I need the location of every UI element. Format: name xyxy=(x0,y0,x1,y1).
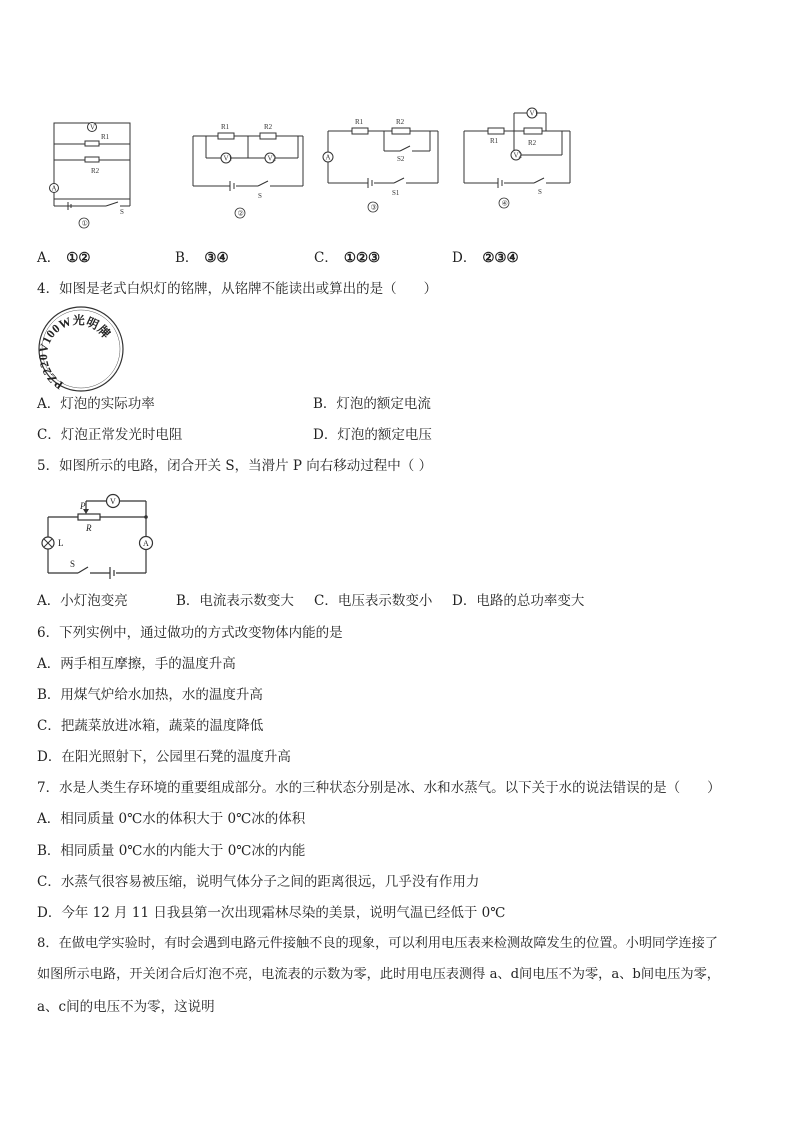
q5-option-a: A．小灯泡变亮 xyxy=(37,593,128,609)
q3-option-c: C． ①②③ xyxy=(314,250,381,266)
svg-text:V: V xyxy=(110,497,116,506)
q3-option-b: B． ③④ xyxy=(175,250,229,266)
q4-option-d: D．灯泡的额定电压 xyxy=(313,427,432,443)
svg-text:V1: V1 xyxy=(223,154,233,163)
svg-text:S1: S1 xyxy=(392,189,400,197)
figure-number-4: ④ xyxy=(501,199,508,208)
slider-circuit-figure xyxy=(36,487,160,579)
q6-option-a: A．两手相互摩擦，手的温度升高 xyxy=(37,656,236,672)
q5-option-b: B．电流表示数变大 xyxy=(176,593,294,609)
svg-text:L: L xyxy=(58,538,64,548)
svg-text:S: S xyxy=(120,208,124,216)
q4-option-c: C．灯泡正常发光时电阻 xyxy=(37,427,183,443)
circuit-figure-3 xyxy=(322,113,444,217)
q6-option-b: B．用煤气炉给水加热，水的温度升高 xyxy=(37,687,263,703)
svg-text:S: S xyxy=(70,559,76,569)
q3-option-a: A． ①② xyxy=(37,250,91,266)
q6-stem: 6．下列实例中，通过做功的方式改变物体内能的是 xyxy=(37,625,343,641)
q6-option-d: D．在阳光照射下，公园里石凳的温度升高 xyxy=(37,749,291,765)
svg-text:R2: R2 xyxy=(91,167,100,175)
q5-stem: 5．如图所示的电路，闭合开关 S，当滑片 P 向右移动过程中（ ） xyxy=(37,458,433,474)
svg-text:V2: V2 xyxy=(267,154,277,163)
svg-text:R2: R2 xyxy=(264,123,273,131)
svg-text:R1: R1 xyxy=(101,133,110,141)
figure-number-2: ② xyxy=(237,209,244,218)
svg-text:R1: R1 xyxy=(490,137,499,145)
q7-stem: 7．水是人类生存环境的重要组成部分。水的三种状态分别是冰、水和水蒸气。以下关于水的说法错误的是（ ） xyxy=(37,780,721,796)
circuit-figure-1 xyxy=(40,118,140,236)
svg-text:R2: R2 xyxy=(528,139,537,147)
q7-option-d: D．今年 12 月 11 日我县第一次出现霜林尽染的美景，说明气温已经低于 0℃ xyxy=(37,905,506,921)
svg-text:R: R xyxy=(86,523,92,533)
q4-option-b: B．灯泡的额定电流 xyxy=(313,396,431,412)
svg-text:A: A xyxy=(143,539,149,548)
nameplate-figure xyxy=(36,305,126,393)
q4-stem: 4．如图是老式白炽灯的铭牌，从铭牌不能读出或算出的是（ ） xyxy=(37,281,438,297)
q8-stem-line-1: 8．在做电学实验时，有时会遇到电路元件接触不良的现象，可以利用电压表来检测故障发生的位置。小明同学连接了 xyxy=(37,936,718,951)
figure-number-1: ① xyxy=(81,219,88,228)
q5-option-c: C．电压表示数变小 xyxy=(314,593,433,609)
q7-option-a: A．相同质量 0℃水的体积大于 0℃冰的体积 xyxy=(37,811,306,827)
svg-text:V2: V2 xyxy=(513,151,523,160)
svg-text:S: S xyxy=(538,188,542,196)
svg-text:V: V xyxy=(90,123,96,132)
figure-number-3: ③ xyxy=(370,203,377,212)
svg-text:S: S xyxy=(258,192,262,200)
svg-text:R1: R1 xyxy=(221,123,230,131)
q4-option-a: A．灯泡的实际功率 xyxy=(37,396,155,412)
q6-option-c: C．把蔬菜放进冰箱，蔬菜的温度降低 xyxy=(37,718,264,734)
q8-stem-line-3: a、c间的电压不为零，这说明 xyxy=(37,999,215,1015)
q3-option-d: D． ②③④ xyxy=(452,250,519,266)
svg-text:R2: R2 xyxy=(396,118,405,126)
q7-option-b: B．相同质量 0℃水的内能大于 0℃冰的内能 xyxy=(37,843,306,859)
svg-text:V1: V1 xyxy=(529,109,539,118)
q7-option-c: C．水蒸气很容易被压缩，说明气体分子之间的距离很远，几乎没有作用力 xyxy=(37,874,480,890)
nameplate-text: PZ220V100W光明牌 xyxy=(36,313,114,393)
q5-option-d: D．电路的总功率变大 xyxy=(452,593,585,609)
q8-stem-line-2: 如图所示电路，开关闭合后灯泡不亮，电流表的示数为零，此时用电压表测得 a、d间电压不为零，a、b间电压为零， xyxy=(37,967,720,982)
svg-text:P: P xyxy=(80,501,86,511)
svg-text:S2: S2 xyxy=(397,155,405,163)
circuit-figure-4 xyxy=(458,103,578,209)
circuit-figure-2 xyxy=(188,118,308,222)
svg-text:A: A xyxy=(325,153,331,162)
svg-text:R1: R1 xyxy=(355,118,364,126)
svg-text:A: A xyxy=(51,184,57,193)
